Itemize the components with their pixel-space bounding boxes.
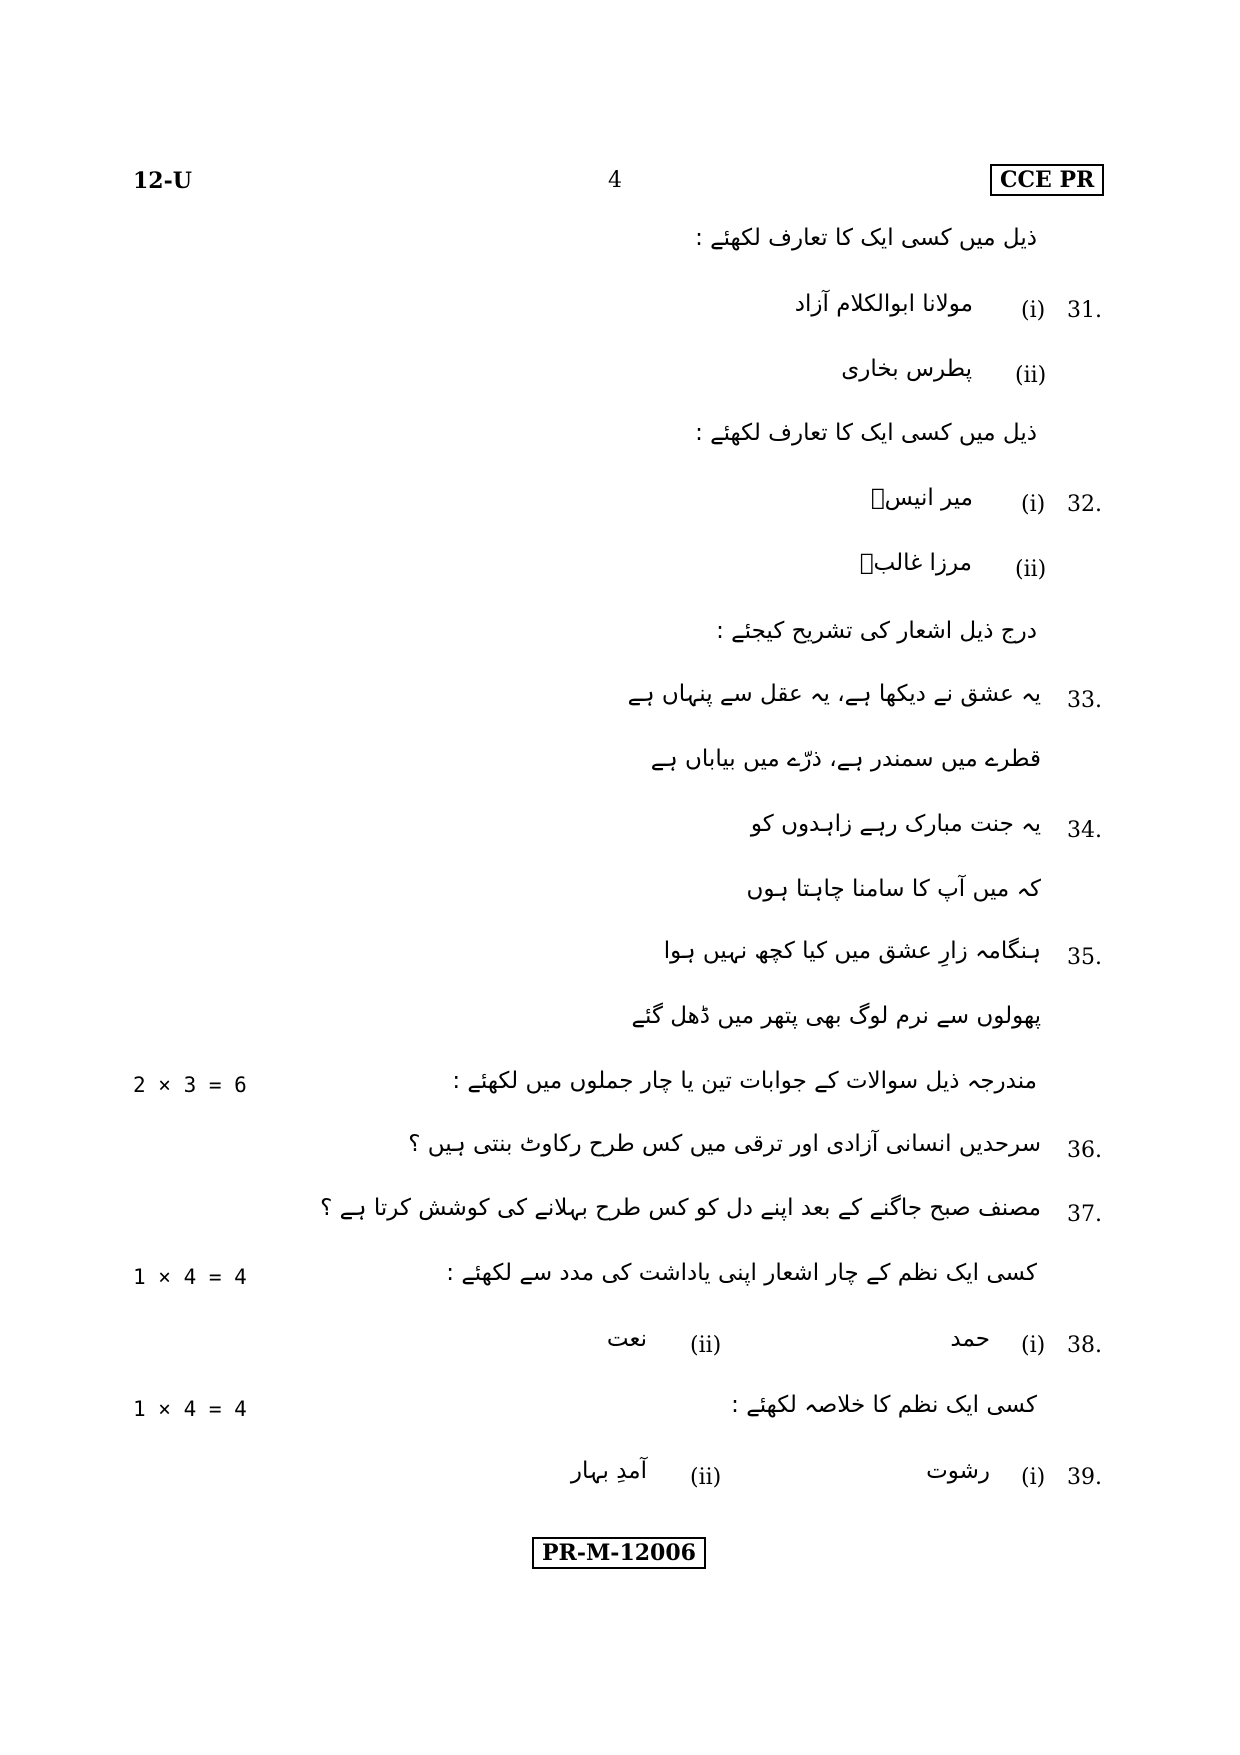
section-instruction: کسی ایک نظم کے چار اشعار اپنی یاداشت کی مدد سے لکھئے : bbox=[446, 1260, 1037, 1286]
option-text: آمدِ بہار bbox=[570, 1458, 647, 1484]
verse-line: ہنگامہ زارِ عشق میں کیا کچھ نہیں ہوا bbox=[663, 938, 1041, 964]
question-number: 35. bbox=[1067, 945, 1102, 970]
section-instruction: ذیل میں کسی ایک کا تعارف لکھئے : bbox=[695, 225, 1037, 251]
option-text: میر انیسؔ bbox=[870, 485, 973, 511]
option-label: (i) bbox=[1021, 492, 1046, 517]
section-instruction: مندرجہ ذیل سوالات کے جوابات تین یا چار جملوں میں لکھئے : bbox=[452, 1068, 1037, 1094]
page-number: 4 bbox=[608, 168, 622, 193]
question-number: 32. bbox=[1067, 492, 1102, 517]
verse-line: قطرے میں سمندر ہے، ذرّے میں بیاباں ہے bbox=[650, 746, 1041, 772]
question-number: 39. bbox=[1067, 1465, 1102, 1490]
verse-line: یہ عشق نے دیکھا ہے، یہ عقل سے پنہاں ہے bbox=[627, 681, 1041, 707]
section-instruction: درج ذیل اشعار کی تشریح کیجئے : bbox=[716, 618, 1037, 644]
option-text: پطرس بخاری bbox=[841, 356, 972, 382]
question-number: 34. bbox=[1067, 818, 1102, 843]
option-label: (ii) bbox=[690, 1333, 722, 1358]
option-label: (i) bbox=[1021, 1465, 1046, 1490]
option-text: حمد bbox=[950, 1326, 990, 1352]
option-label: (i) bbox=[1021, 1333, 1046, 1358]
question-text: سرحدیں انسانی آزادی اور ترقی میں کس طرح رکاوٹ بنتی ہیں ؟ bbox=[408, 1131, 1041, 1157]
section-instruction: ذیل میں کسی ایک کا تعارف لکھئے : bbox=[695, 420, 1037, 446]
question-number: 38. bbox=[1067, 1333, 1102, 1358]
question-text: مصنف صبح جاگنے کے بعد اپنے دل کو کس طرح بہلانے کی کوشش کرتا ہے ؟ bbox=[320, 1195, 1041, 1221]
option-text: مرزا غالبؔ bbox=[859, 550, 972, 576]
section-instruction: کسی ایک نظم کا خلاصہ لکھئے : bbox=[731, 1392, 1037, 1418]
exam-code-box: CCE PR bbox=[990, 164, 1104, 196]
option-label: (ii) bbox=[1015, 557, 1047, 582]
question-number: 37. bbox=[1067, 1202, 1102, 1227]
option-text: رشوت bbox=[926, 1458, 990, 1484]
option-label: (ii) bbox=[690, 1465, 722, 1490]
marks-allocation: 2 × 3 = 6 bbox=[133, 1073, 247, 1097]
option-text: نعت bbox=[606, 1326, 647, 1352]
verse-line: پھولوں سے نرم لوگ بھی پتھر میں ڈھل گئے bbox=[631, 1003, 1041, 1029]
marks-allocation: 1 × 4 = 4 bbox=[133, 1265, 247, 1289]
option-label: (i) bbox=[1021, 298, 1046, 323]
paper-code: 12-U bbox=[133, 168, 192, 194]
option-label: (ii) bbox=[1015, 363, 1047, 388]
option-text: مولانا ابوالکلام آزاد bbox=[794, 291, 973, 317]
marks-allocation: 1 × 4 = 4 bbox=[133, 1397, 247, 1421]
footer-code-box: PR-M-12006 bbox=[532, 1537, 706, 1569]
question-number: 36. bbox=[1067, 1138, 1102, 1163]
verse-line: کہ میں آپ کا سامنا چاہتا ہوں bbox=[746, 876, 1041, 902]
verse-line: یہ جنت مبارک رہے زاہدوں کو bbox=[750, 811, 1041, 837]
question-number: 33. bbox=[1067, 688, 1102, 713]
question-number: 31. bbox=[1067, 298, 1102, 323]
